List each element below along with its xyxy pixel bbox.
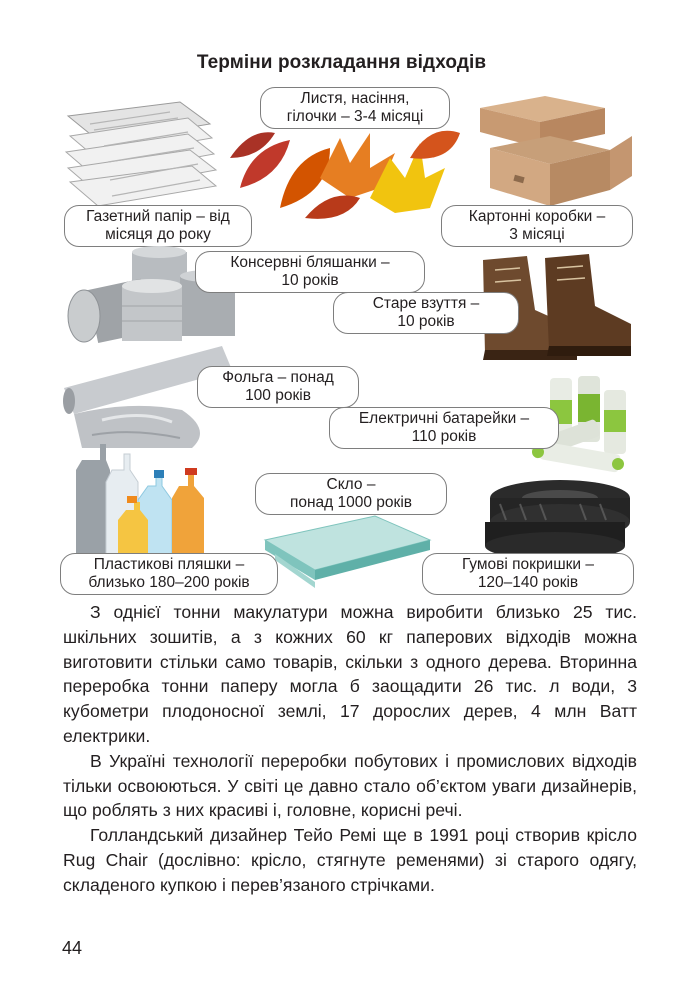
page-number: 44 <box>62 938 83 958</box>
body-text <box>63 600 637 898</box>
paragraph: З однієї тонни макулатури можна виробити близько 25 тис. шкільних зошитів, а з кожних 60 кг паперових відходів можна виготовити стільки само товарів, скільки з одного дерева. Вторинна переробка тонни паперу могла б заощадити 26 тис. л води, 3 кубометри плодоносної землі, 17 дорослих дерев, 4 млн Ватт електрики. <box>63 602 637 746</box>
paragraph: Голландський дизайнер Тейо Ремі ще в 1991 році створив крісло Rug Chair (дослівно: крісло, стягнуте ременями) зі старого одягу, складеного купкою і перев’язаного стрічками. <box>63 825 637 895</box>
label-glass: Скло – понад 1000 років <box>255 473 447 515</box>
label-newspaper: Газетний папір – від місяця до року <box>64 205 252 247</box>
tires-image <box>470 476 635 561</box>
paragraph: В Україні технології переробки побутових і промислових відходів тільки освоюються. У світі це давно стало об’єктом уваги дизайнерів, що роблять з них красиві і, головне, корисні речі. <box>63 750 637 821</box>
label-foil: Фольга – понад 100 років <box>197 366 359 408</box>
label-cardboard: Картонні коробки – 3 місяці <box>441 205 633 247</box>
label-bottles: Пластикові пляшки – близько 180–200 років <box>60 553 278 595</box>
label-leaves: Листя, насіння, гілочки – 3-4 місяці <box>260 87 450 129</box>
label-shoes: Старе взуття – 10 років <box>333 292 519 334</box>
autumn-leaves-image <box>220 118 470 228</box>
glass-sheets-image <box>255 510 435 590</box>
newspaper-image <box>60 96 220 211</box>
label-batteries: Електричні батарейки – 110 років <box>329 407 559 449</box>
cardboard-box-image <box>470 88 635 208</box>
label-cans: Консервні бляшанки – 10 років <box>195 251 425 293</box>
label-tires: Гумові покришки – 120–140 років <box>422 553 634 595</box>
page-title: Терміни розкладання відходів <box>196 52 487 73</box>
plastic-bottles-image <box>64 440 239 560</box>
